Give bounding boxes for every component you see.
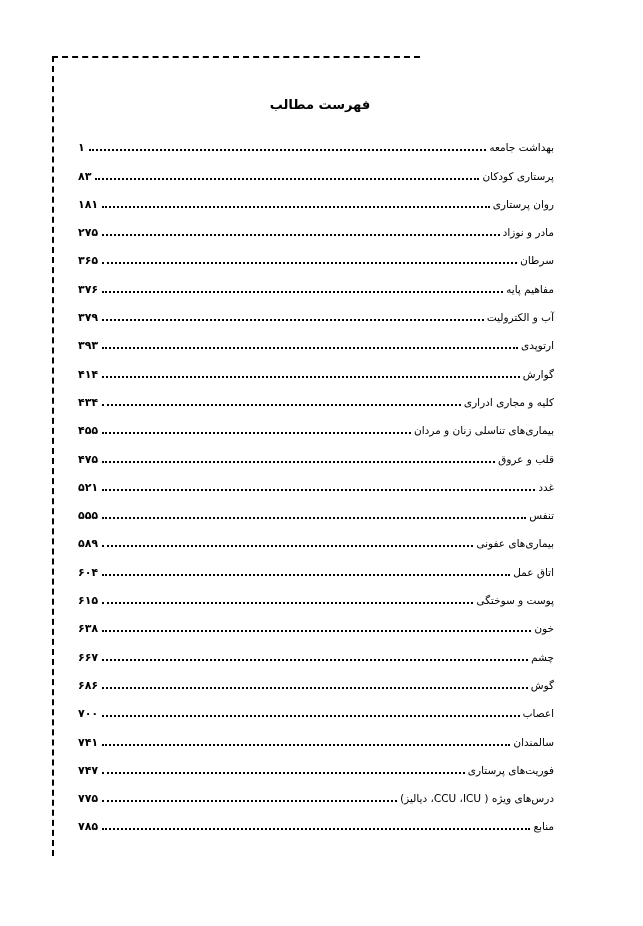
dashed-border-left bbox=[52, 56, 54, 856]
toc-entry bbox=[78, 352, 554, 380]
toc-entry bbox=[78, 466, 554, 494]
toc-entry bbox=[78, 324, 554, 352]
toc-page-number: ۳۷۹ bbox=[78, 311, 99, 325]
toc-entry bbox=[78, 267, 554, 295]
toc-entry bbox=[78, 522, 554, 550]
toc-entry-label: بیماری‌های عفونی bbox=[476, 538, 554, 551]
toc-entry bbox=[78, 494, 554, 522]
toc-dot-leader bbox=[102, 234, 500, 236]
toc-entry-label: مفاهیم پایه bbox=[506, 283, 554, 296]
toc-dot-leader bbox=[102, 319, 484, 321]
toc-entry-label: کلیه و مجاری ادراری bbox=[463, 396, 554, 409]
toc-entry-label: بیماری‌های تناسلی زنان و مردان bbox=[414, 425, 554, 438]
toc-entry bbox=[78, 720, 554, 748]
toc-title: فهرست مطالب bbox=[269, 98, 371, 113]
toc-entry bbox=[78, 409, 554, 437]
toc-page-number: ۶۸۶ bbox=[78, 678, 99, 692]
toc-page-number: ۷۸۵ bbox=[78, 820, 99, 834]
toc-entry bbox=[78, 579, 554, 607]
toc-dot-leader bbox=[102, 828, 530, 830]
toc-dot-leader bbox=[102, 517, 526, 519]
toc-page-number: ۵۵۵ bbox=[78, 509, 99, 523]
toc-entry-label: آب و الکترولیت bbox=[486, 312, 554, 325]
toc-entry bbox=[78, 777, 554, 805]
toc-entry-label: ارتوپدی bbox=[521, 340, 554, 353]
toc-entry-label: قلب و عروق bbox=[498, 453, 554, 466]
toc-entry bbox=[78, 550, 554, 578]
toc-entry bbox=[78, 749, 554, 777]
toc-entry-label: پرستاری کودکان bbox=[482, 170, 554, 183]
toc-page-number: ۴۱۴ bbox=[78, 367, 99, 381]
toc-entry bbox=[78, 607, 554, 635]
toc-page-number: ۱۸۱ bbox=[78, 197, 99, 211]
toc-dot-leader bbox=[102, 376, 520, 378]
toc-page-number: ۳۶۵ bbox=[78, 254, 99, 268]
toc-dot-leader bbox=[102, 602, 473, 604]
toc-page-number: ۳۹۳ bbox=[78, 339, 99, 353]
toc-page-number: ۷۷۵ bbox=[78, 792, 99, 806]
toc-dot-leader bbox=[102, 659, 528, 661]
toc-page-number: ۱ bbox=[78, 141, 85, 155]
toc-entry bbox=[78, 126, 554, 154]
dashed-border-top bbox=[52, 56, 420, 58]
toc-entry-label: اتاق عمل bbox=[513, 566, 554, 579]
toc-dot-leader bbox=[102, 432, 411, 434]
toc-entry-label: گوش bbox=[530, 679, 554, 692]
toc-page-number: ۷۴۷ bbox=[78, 763, 99, 777]
toc-page-number: ۲۷۵ bbox=[78, 226, 99, 240]
toc-dot-leader bbox=[102, 630, 531, 632]
toc-entry bbox=[78, 664, 554, 692]
toc-page-number: ۶۰۴ bbox=[78, 565, 99, 579]
toc-dot-leader bbox=[102, 347, 518, 349]
toc-entry-label: پوست و سوختگی bbox=[476, 595, 554, 608]
toc-entry-label: روان پرستاری bbox=[492, 198, 554, 211]
toc-page-number: ۶۶۷ bbox=[78, 650, 99, 664]
toc-page-number: ۴۳۴ bbox=[78, 395, 99, 409]
toc-entry bbox=[78, 635, 554, 663]
toc-entry bbox=[78, 692, 554, 720]
toc-dot-leader bbox=[95, 178, 479, 180]
toc-page-number: ۳۷۶ bbox=[78, 282, 99, 296]
toc-page-number: ۴۵۵ bbox=[78, 424, 99, 438]
toc-dot-leader bbox=[102, 206, 490, 208]
toc-entry bbox=[78, 296, 554, 324]
toc-dot-leader bbox=[102, 291, 503, 293]
toc-page-number: ۴۷۵ bbox=[78, 452, 99, 466]
toc-dot-leader bbox=[102, 772, 465, 774]
toc-dot-leader bbox=[102, 461, 495, 463]
toc-dot-leader bbox=[89, 149, 487, 151]
toc-entry-label: غدد bbox=[538, 481, 554, 494]
toc-dot-leader bbox=[102, 715, 519, 717]
toc-page-number: ۶۱۵ bbox=[78, 594, 99, 608]
toc-entry-label: سالمندان bbox=[513, 736, 554, 749]
toc-entry-label: منابع bbox=[533, 821, 554, 834]
toc-entry-label: فوریت‌های پرستاری bbox=[467, 764, 554, 777]
toc-dot-leader bbox=[102, 744, 510, 746]
toc-entry bbox=[78, 437, 554, 465]
toc-page-number: ۷۴۱ bbox=[78, 735, 99, 749]
toc-list bbox=[78, 126, 554, 833]
toc-entry bbox=[78, 154, 554, 182]
toc-entry-label: چشم bbox=[531, 651, 554, 664]
toc-dot-leader bbox=[102, 404, 461, 406]
toc-entry bbox=[78, 239, 554, 267]
toc-entry-label: بهداشت جامعه bbox=[489, 142, 554, 155]
toc-entry-label: مادر و نوزاد bbox=[502, 227, 554, 240]
toc-page-number: ۵۸۹ bbox=[78, 537, 99, 551]
toc-dot-leader bbox=[102, 489, 535, 491]
toc-dot-leader bbox=[102, 800, 397, 802]
toc-entry-label: اعصاب bbox=[522, 708, 554, 721]
toc-entry bbox=[78, 381, 554, 409]
toc-page-number: ۷۰۰ bbox=[78, 707, 99, 721]
toc-page-number: ۶۳۸ bbox=[78, 622, 99, 636]
toc-entry bbox=[78, 211, 554, 239]
toc-page-number: ۵۲۱ bbox=[78, 480, 99, 494]
toc-entry-label: درس‌های ویژه ( CCU ،ICU، دیالیز) bbox=[400, 793, 554, 806]
toc-entry-label: سرطان bbox=[520, 255, 554, 268]
toc-entry bbox=[78, 183, 554, 211]
toc-entry bbox=[78, 805, 554, 833]
toc-entry-label: تنفس bbox=[529, 510, 554, 523]
toc-dot-leader bbox=[102, 687, 528, 689]
toc-entry-label: گوارش bbox=[522, 368, 554, 381]
toc-dot-leader bbox=[102, 574, 510, 576]
toc-dot-leader bbox=[102, 545, 473, 547]
toc-dot-leader bbox=[102, 262, 517, 264]
toc-page-number: ۸۳ bbox=[78, 169, 92, 183]
toc-entry-label: خون bbox=[534, 623, 554, 636]
